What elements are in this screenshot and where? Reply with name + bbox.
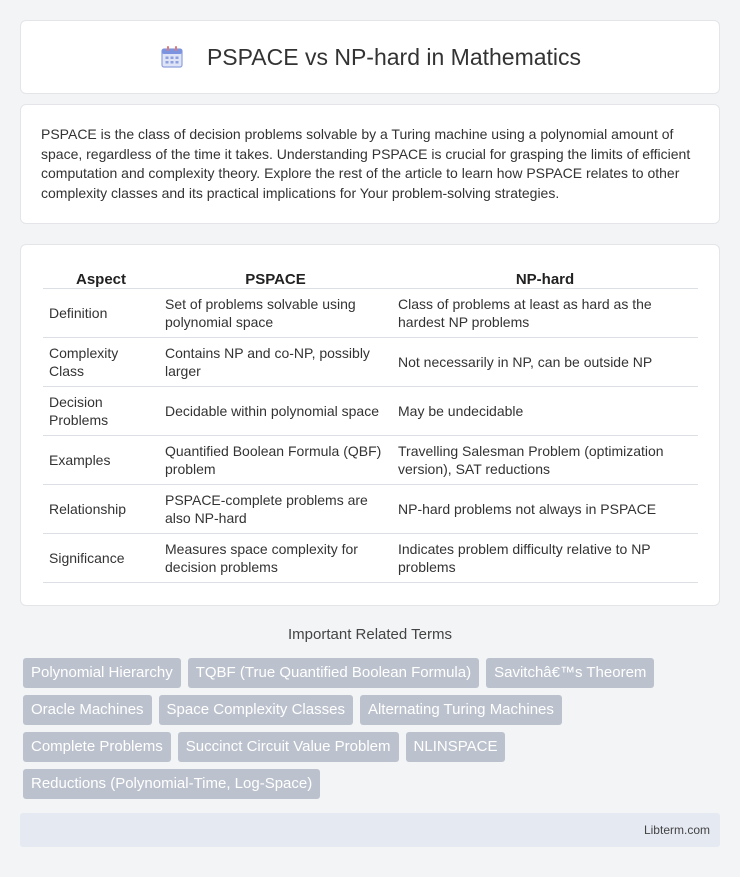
row-np-hard: Indicates problem difficulty relative to NP problems	[392, 534, 698, 583]
related-terms-title: Important Related Terms	[288, 626, 452, 643]
row-aspect: Definition	[43, 289, 159, 338]
related-term-tag[interactable]: Succinct Circuit Value Problem	[178, 732, 399, 762]
table-row	[43, 485, 698, 534]
related-term-tag[interactable]: Reductions (Polynomial-Time, Log-Space)	[23, 769, 320, 799]
table-row	[43, 534, 698, 583]
table-row	[43, 289, 698, 338]
footer	[20, 813, 720, 847]
table-row	[43, 387, 698, 436]
row-pspace: Decidable within polynomial space	[159, 387, 392, 436]
title-card	[20, 20, 720, 94]
row-aspect: Relationship	[43, 485, 159, 534]
row-np-hard: Class of problems at least as hard as the hardest NP problems	[392, 289, 698, 338]
footer-site-link[interactable]: Libterm.com	[643, 823, 710, 837]
row-aspect: Decision Problems	[43, 387, 159, 436]
comparison-table	[43, 265, 698, 583]
row-np-hard: May be undecidable	[392, 387, 698, 436]
row-np-hard: Not necessarily in NP, can be outside NP	[392, 338, 698, 387]
row-aspect: Significance	[43, 534, 159, 583]
row-np-hard: NP-hard problems not always in PSPACE	[392, 485, 698, 534]
row-np-hard: Travelling Salesman Problem (optimization version), SAT reductions	[392, 436, 698, 485]
page-title: PSPACE vs NP-hard in Mathematics	[206, 43, 582, 70]
related-term-tag[interactable]: Polynomial Hierarchy	[23, 658, 181, 688]
row-aspect: Complexity Class	[43, 338, 159, 387]
table-header-row	[43, 265, 698, 289]
related-term-tag[interactable]: NLINSPACE	[406, 732, 506, 762]
intro-text: PSPACE is the class of decision problems solvable by a Turing machine using a polynomial amount of space, regardless of the time it takes. Understanding PSPACE is crucial for grasping the limits of efficient computation and complexity theory. Explore the rest of the article to learn how PSPACE relates to other complexity classes and its practical implications for Your problem-solving strategies.	[41, 126, 691, 201]
related-term-tag[interactable]: TQBF (True Quantified Boolean Formula)	[188, 658, 479, 688]
row-pspace: Quantified Boolean Formula (QBF) problem	[159, 436, 392, 485]
row-pspace: Contains NP and co-NP, possibly larger	[159, 338, 392, 387]
row-pspace: Measures space complexity for decision problems	[159, 534, 392, 583]
table-row	[43, 436, 698, 485]
intro-card	[20, 104, 720, 224]
row-aspect: Examples	[43, 436, 159, 485]
comparison-table-card	[20, 244, 720, 606]
row-pspace: PSPACE-complete problems are also NP-hard	[159, 485, 392, 534]
header-aspect: Aspect	[43, 265, 159, 289]
calendar-grid-icon	[159, 44, 185, 70]
header-pspace: PSPACE	[159, 265, 392, 289]
related-term-tag[interactable]: Complete Problems	[23, 732, 171, 762]
related-terms-list	[23, 658, 713, 799]
header-np-hard: NP-hard	[392, 265, 698, 289]
related-term-tag[interactable]: Savitchâ€™s Theorem	[486, 658, 654, 688]
row-pspace: Set of problems solvable using polynomial space	[159, 289, 392, 338]
related-term-tag[interactable]: Space Complexity Classes	[159, 695, 353, 725]
related-term-tag[interactable]: Oracle Machines	[23, 695, 152, 725]
table-row	[43, 338, 698, 387]
related-term-tag[interactable]: Alternating Turing Machines	[360, 695, 562, 725]
